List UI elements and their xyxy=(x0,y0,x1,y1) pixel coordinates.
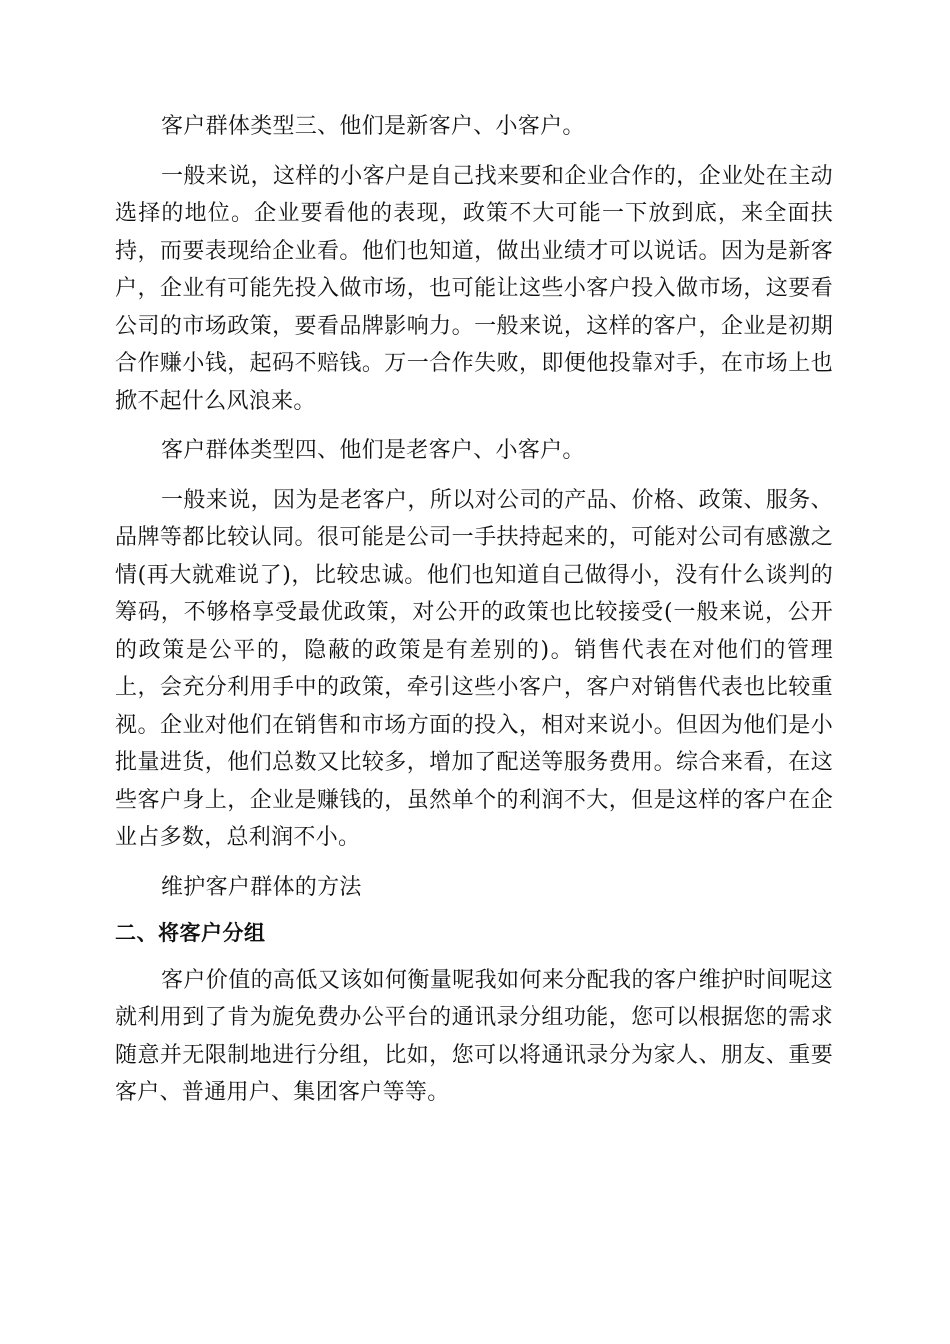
paragraph-old-small-customers: 一般来说，因为是老客户，所以对公司的产品、价格、政策、服务、品牌等都比较认同。很可能是公司一手扶持起来的，可能对公司有感激之情(再大就难说了)，比较忠诚。他们也知道自己做得小，没有什么谈判的筹码，不够格享受最优政策，对公开的政策也比较接受(一般来说，公开的政策是公平的，隐蔽的政策是有差别的)。销售代表在对他们的管理上，会充分利用手中的政策，牵引这些小客户，客户对销售代表也比较重视。企业对他们在销售和市场方面的投入，相对来说小。但因为他们是小批量进货，他们总数又比较多，增加了配送等服务费用。综合来看，在这些客户身上，企业是赚钱的，虽然单个的利润不大，但是这样的客户在企业占多数，总利润不小。 xyxy=(115,487,833,850)
section-heading: 二、将客户分组 xyxy=(115,921,266,945)
spacer xyxy=(115,470,833,482)
spacer xyxy=(115,146,833,158)
document-page xyxy=(115,108,833,1112)
paragraph-new-small-customers: 一般来说，这样的小客户是自己找来要和企业合作的，企业处在主动选择的地位。企业要看他的表现，政策不大可能一下放到底，来全面扶持，而要表现给企业看。他们也知道，做出业绩才可以说话。因为是新客户，企业有可能先投入做市场，也可能让这些小客户投入做市场，这要看公司的市场政策，要看品牌影响力。一般来说，这样的客户，企业是初期合作赚小钱，起码不赔钱。万一合作失败，即便他投靠对手，在市场上也掀不起什么风浪来。 xyxy=(115,163,833,414)
spacer xyxy=(115,906,833,915)
spacer xyxy=(115,953,833,962)
spacer xyxy=(115,420,833,432)
paragraph-maintenance-methods: 维护客户群体的方法 xyxy=(161,874,362,900)
paragraph-customer-type-three: 客户群体类型三、他们是新客户、小客户。 xyxy=(161,114,585,139)
paragraph-customer-grouping: 客户价值的高低又该如何衡量呢我如何来分配我的客户维护时间呢这就利用到了肯为旎免费办公平台的通讯录分组功能，您可以根据您的需求随意并无限制地进行分组，比如，您可以将通讯录分为家人、朋友、重要客户、普通用户、集团客户等等。 xyxy=(115,967,833,1105)
spacer xyxy=(115,857,833,869)
paragraph-customer-type-four: 客户群体类型四、他们是老客户、小客户。 xyxy=(161,438,585,463)
